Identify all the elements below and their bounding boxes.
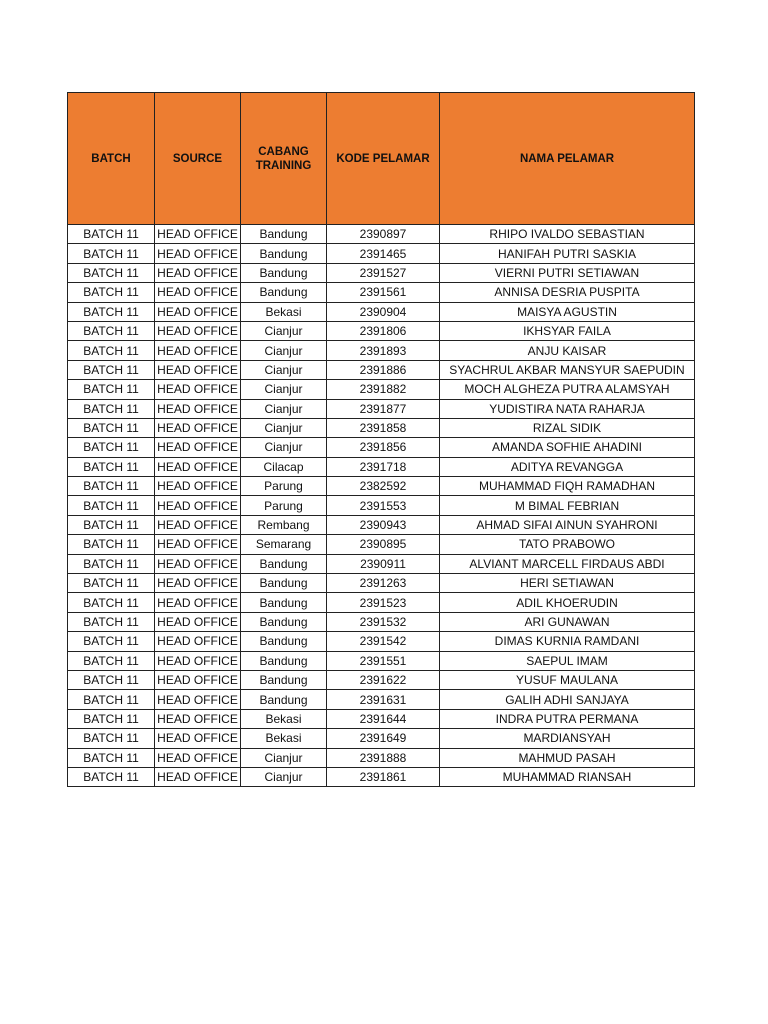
table-row [68, 302, 695, 321]
cell-nama-pelamar: INDRA PUTRA PERMANA [440, 709, 695, 728]
cell-kode-pelamar: 2391465 [327, 244, 440, 263]
cell-nama-pelamar: SYACHRUL AKBAR MANSYUR SAEPUDIN [440, 360, 695, 379]
table-row [68, 748, 695, 767]
cell-source: HEAD OFFICE [155, 690, 241, 709]
cell-source: HEAD OFFICE [155, 244, 241, 263]
cell-kode-pelamar: 2391622 [327, 670, 440, 689]
cell-cabang-training: Cianjur [241, 380, 327, 399]
cell-source: HEAD OFFICE [155, 263, 241, 282]
cell-batch: BATCH 11 [68, 380, 155, 399]
table-row [68, 496, 695, 515]
cell-cabang-training: Bandung [241, 283, 327, 302]
cell-nama-pelamar: AHMAD SIFAI AINUN SYAHRONI [440, 515, 695, 534]
table-row [68, 457, 695, 476]
cell-source: HEAD OFFICE [155, 767, 241, 786]
cell-kode-pelamar: 2391542 [327, 632, 440, 651]
table-row [68, 709, 695, 728]
cell-batch: BATCH 11 [68, 360, 155, 379]
table-row [68, 244, 695, 263]
cell-source: HEAD OFFICE [155, 651, 241, 670]
table-row [68, 418, 695, 437]
table-row [68, 554, 695, 573]
cell-batch: BATCH 11 [68, 438, 155, 457]
cell-kode-pelamar: 2391527 [327, 263, 440, 282]
cell-nama-pelamar: HERI SETIAWAN [440, 574, 695, 593]
cell-cabang-training: Cianjur [241, 748, 327, 767]
cell-kode-pelamar: 2391553 [327, 496, 440, 515]
table-row [68, 574, 695, 593]
table-row [68, 477, 695, 496]
cell-batch: BATCH 11 [68, 418, 155, 437]
cell-cabang-training: Bandung [241, 244, 327, 263]
cell-batch: BATCH 11 [68, 283, 155, 302]
cell-nama-pelamar: VIERNI PUTRI SETIAWAN [440, 263, 695, 282]
cell-nama-pelamar: YUSUF MAULANA [440, 670, 695, 689]
cell-source: HEAD OFFICE [155, 225, 241, 244]
cell-batch: BATCH 11 [68, 612, 155, 631]
cell-kode-pelamar: 2390904 [327, 302, 440, 321]
cell-cabang-training: Bekasi [241, 709, 327, 728]
cell-kode-pelamar: 2391888 [327, 748, 440, 767]
cell-source: HEAD OFFICE [155, 729, 241, 748]
cell-kode-pelamar: 2391551 [327, 651, 440, 670]
cell-source: HEAD OFFICE [155, 554, 241, 573]
cell-source: HEAD OFFICE [155, 632, 241, 651]
header-cabang-line1: CABANG [258, 145, 309, 158]
table-row [68, 283, 695, 302]
cell-kode-pelamar: 2391532 [327, 612, 440, 631]
cell-nama-pelamar: AMANDA SOFHIE AHADINI [440, 438, 695, 457]
cell-batch: BATCH 11 [68, 321, 155, 340]
cell-nama-pelamar: MARDIANSYAH [440, 729, 695, 748]
header-cabang-training [241, 93, 327, 225]
cell-batch: BATCH 11 [68, 477, 155, 496]
cell-kode-pelamar: 2391561 [327, 283, 440, 302]
cell-kode-pelamar: 2390943 [327, 515, 440, 534]
table-header [68, 93, 695, 225]
table-row [68, 321, 695, 340]
table-row [68, 670, 695, 689]
cell-nama-pelamar: ALVIANT MARCELL FIRDAUS ABDI [440, 554, 695, 573]
cell-kode-pelamar: 2391806 [327, 321, 440, 340]
cell-source: HEAD OFFICE [155, 593, 241, 612]
cell-source: HEAD OFFICE [155, 321, 241, 340]
cell-cabang-training: Bekasi [241, 729, 327, 748]
cell-nama-pelamar: MAHMUD PASAH [440, 748, 695, 767]
cell-cabang-training: Rembang [241, 515, 327, 534]
cell-cabang-training: Semarang [241, 535, 327, 554]
cell-kode-pelamar: 2391649 [327, 729, 440, 748]
cell-cabang-training: Cianjur [241, 438, 327, 457]
cell-batch: BATCH 11 [68, 341, 155, 360]
cell-batch: BATCH 11 [68, 554, 155, 573]
cell-batch: BATCH 11 [68, 593, 155, 612]
cell-kode-pelamar: 2391856 [327, 438, 440, 457]
cell-source: HEAD OFFICE [155, 341, 241, 360]
cell-source: HEAD OFFICE [155, 535, 241, 554]
cell-cabang-training: Cianjur [241, 418, 327, 437]
cell-nama-pelamar: MUHAMMAD FIQH RAMADHAN [440, 477, 695, 496]
cell-batch: BATCH 11 [68, 767, 155, 786]
cell-cabang-training: Bekasi [241, 302, 327, 321]
cell-kode-pelamar: 2391877 [327, 399, 440, 418]
cell-batch: BATCH 11 [68, 709, 155, 728]
cell-cabang-training: Cianjur [241, 341, 327, 360]
table-row [68, 515, 695, 534]
cell-nama-pelamar: RHIPO IVALDO SEBASTIAN [440, 225, 695, 244]
cell-kode-pelamar: 2391644 [327, 709, 440, 728]
cell-batch: BATCH 11 [68, 457, 155, 476]
cell-cabang-training: Bandung [241, 263, 327, 282]
cell-cabang-training: Parung [241, 496, 327, 515]
cell-source: HEAD OFFICE [155, 457, 241, 476]
cell-nama-pelamar: ANJU KAISAR [440, 341, 695, 360]
cell-kode-pelamar: 2391631 [327, 690, 440, 709]
cell-batch: BATCH 11 [68, 399, 155, 418]
cell-nama-pelamar: ANNISA DESRIA PUSPITA [440, 283, 695, 302]
table-row [68, 535, 695, 554]
table-body [68, 225, 695, 787]
cell-kode-pelamar: 2391858 [327, 418, 440, 437]
cell-nama-pelamar: DIMAS KURNIA RAMDANI [440, 632, 695, 651]
cell-source: HEAD OFFICE [155, 477, 241, 496]
applicant-table-container [67, 92, 695, 787]
cell-cabang-training: Cianjur [241, 399, 327, 418]
cell-source: HEAD OFFICE [155, 709, 241, 728]
cell-batch: BATCH 11 [68, 729, 155, 748]
table-row [68, 729, 695, 748]
cell-cabang-training: Cianjur [241, 321, 327, 340]
table-row [68, 263, 695, 282]
table-row [68, 632, 695, 651]
cell-nama-pelamar: MOCH ALGHEZA PUTRA ALAMSYAH [440, 380, 695, 399]
cell-cabang-training: Bandung [241, 574, 327, 593]
table-row [68, 341, 695, 360]
cell-source: HEAD OFFICE [155, 612, 241, 631]
cell-cabang-training: Bandung [241, 225, 327, 244]
cell-batch: BATCH 11 [68, 690, 155, 709]
cell-nama-pelamar: MAISYA AGUSTIN [440, 302, 695, 321]
applicant-table [67, 92, 695, 787]
table-row [68, 399, 695, 418]
cell-source: HEAD OFFICE [155, 515, 241, 534]
cell-kode-pelamar: 2391861 [327, 767, 440, 786]
cell-kode-pelamar: 2391893 [327, 341, 440, 360]
cell-batch: BATCH 11 [68, 748, 155, 767]
cell-cabang-training: Bandung [241, 554, 327, 573]
cell-kode-pelamar: 2391886 [327, 360, 440, 379]
cell-nama-pelamar: TATO PRABOWO [440, 535, 695, 554]
cell-batch: BATCH 11 [68, 515, 155, 534]
cell-nama-pelamar: YUDISTIRA NATA RAHARJA [440, 399, 695, 418]
cell-nama-pelamar: HANIFAH PUTRI SASKIA [440, 244, 695, 263]
cell-cabang-training: Cianjur [241, 767, 327, 786]
cell-nama-pelamar: MUHAMMAD RIANSAH [440, 767, 695, 786]
table-row [68, 690, 695, 709]
table-row [68, 651, 695, 670]
cell-source: HEAD OFFICE [155, 670, 241, 689]
cell-kode-pelamar: 2391523 [327, 593, 440, 612]
cell-batch: BATCH 11 [68, 535, 155, 554]
cell-source: HEAD OFFICE [155, 399, 241, 418]
cell-source: HEAD OFFICE [155, 283, 241, 302]
cell-source: HEAD OFFICE [155, 748, 241, 767]
cell-batch: BATCH 11 [68, 225, 155, 244]
table-row [68, 767, 695, 786]
cell-cabang-training: Bandung [241, 593, 327, 612]
cell-batch: BATCH 11 [68, 670, 155, 689]
cell-source: HEAD OFFICE [155, 302, 241, 321]
cell-nama-pelamar: ARI GUNAWAN [440, 612, 695, 631]
cell-batch: BATCH 11 [68, 244, 155, 263]
table-row [68, 612, 695, 631]
cell-nama-pelamar: ADITYA REVANGGA [440, 457, 695, 476]
cell-nama-pelamar: GALIH ADHI SANJAYA [440, 690, 695, 709]
table-row [68, 225, 695, 244]
header-batch: BATCH [68, 93, 155, 225]
header-kode-pelamar: KODE PELAMAR [327, 93, 440, 225]
cell-cabang-training: Cilacap [241, 457, 327, 476]
table-row [68, 380, 695, 399]
cell-batch: BATCH 11 [68, 651, 155, 670]
header-row [68, 93, 695, 225]
cell-source: HEAD OFFICE [155, 496, 241, 515]
cell-cabang-training: Bandung [241, 670, 327, 689]
cell-nama-pelamar: M BIMAL FEBRIAN [440, 496, 695, 515]
cell-kode-pelamar: 2390897 [327, 225, 440, 244]
cell-cabang-training: Parung [241, 477, 327, 496]
cell-source: HEAD OFFICE [155, 438, 241, 457]
cell-source: HEAD OFFICE [155, 380, 241, 399]
cell-batch: BATCH 11 [68, 574, 155, 593]
table-row [68, 593, 695, 612]
cell-kode-pelamar: 2382592 [327, 477, 440, 496]
cell-batch: BATCH 11 [68, 263, 155, 282]
cell-cabang-training: Cianjur [241, 360, 327, 379]
cell-nama-pelamar: ADIL KHOERUDIN [440, 593, 695, 612]
cell-nama-pelamar: SAEPUL IMAM [440, 651, 695, 670]
cell-source: HEAD OFFICE [155, 360, 241, 379]
cell-cabang-training: Bandung [241, 651, 327, 670]
table-row [68, 360, 695, 379]
cell-batch: BATCH 11 [68, 632, 155, 651]
cell-batch: BATCH 11 [68, 496, 155, 515]
cell-kode-pelamar: 2391882 [327, 380, 440, 399]
cell-cabang-training: Bandung [241, 690, 327, 709]
table-row [68, 438, 695, 457]
cell-cabang-training: Bandung [241, 612, 327, 631]
cell-batch: BATCH 11 [68, 302, 155, 321]
cell-nama-pelamar: IKHSYAR FAILA [440, 321, 695, 340]
cell-kode-pelamar: 2390895 [327, 535, 440, 554]
cell-nama-pelamar: RIZAL SIDIK [440, 418, 695, 437]
header-nama-pelamar: NAMA PELAMAR [440, 93, 695, 225]
cell-cabang-training: Bandung [241, 632, 327, 651]
cell-kode-pelamar: 2391263 [327, 574, 440, 593]
cell-source: HEAD OFFICE [155, 418, 241, 437]
header-source: SOURCE [155, 93, 241, 225]
cell-kode-pelamar: 2391718 [327, 457, 440, 476]
cell-source: HEAD OFFICE [155, 574, 241, 593]
header-cabang-line2: TRAINING [255, 159, 312, 172]
cell-kode-pelamar: 2390911 [327, 554, 440, 573]
